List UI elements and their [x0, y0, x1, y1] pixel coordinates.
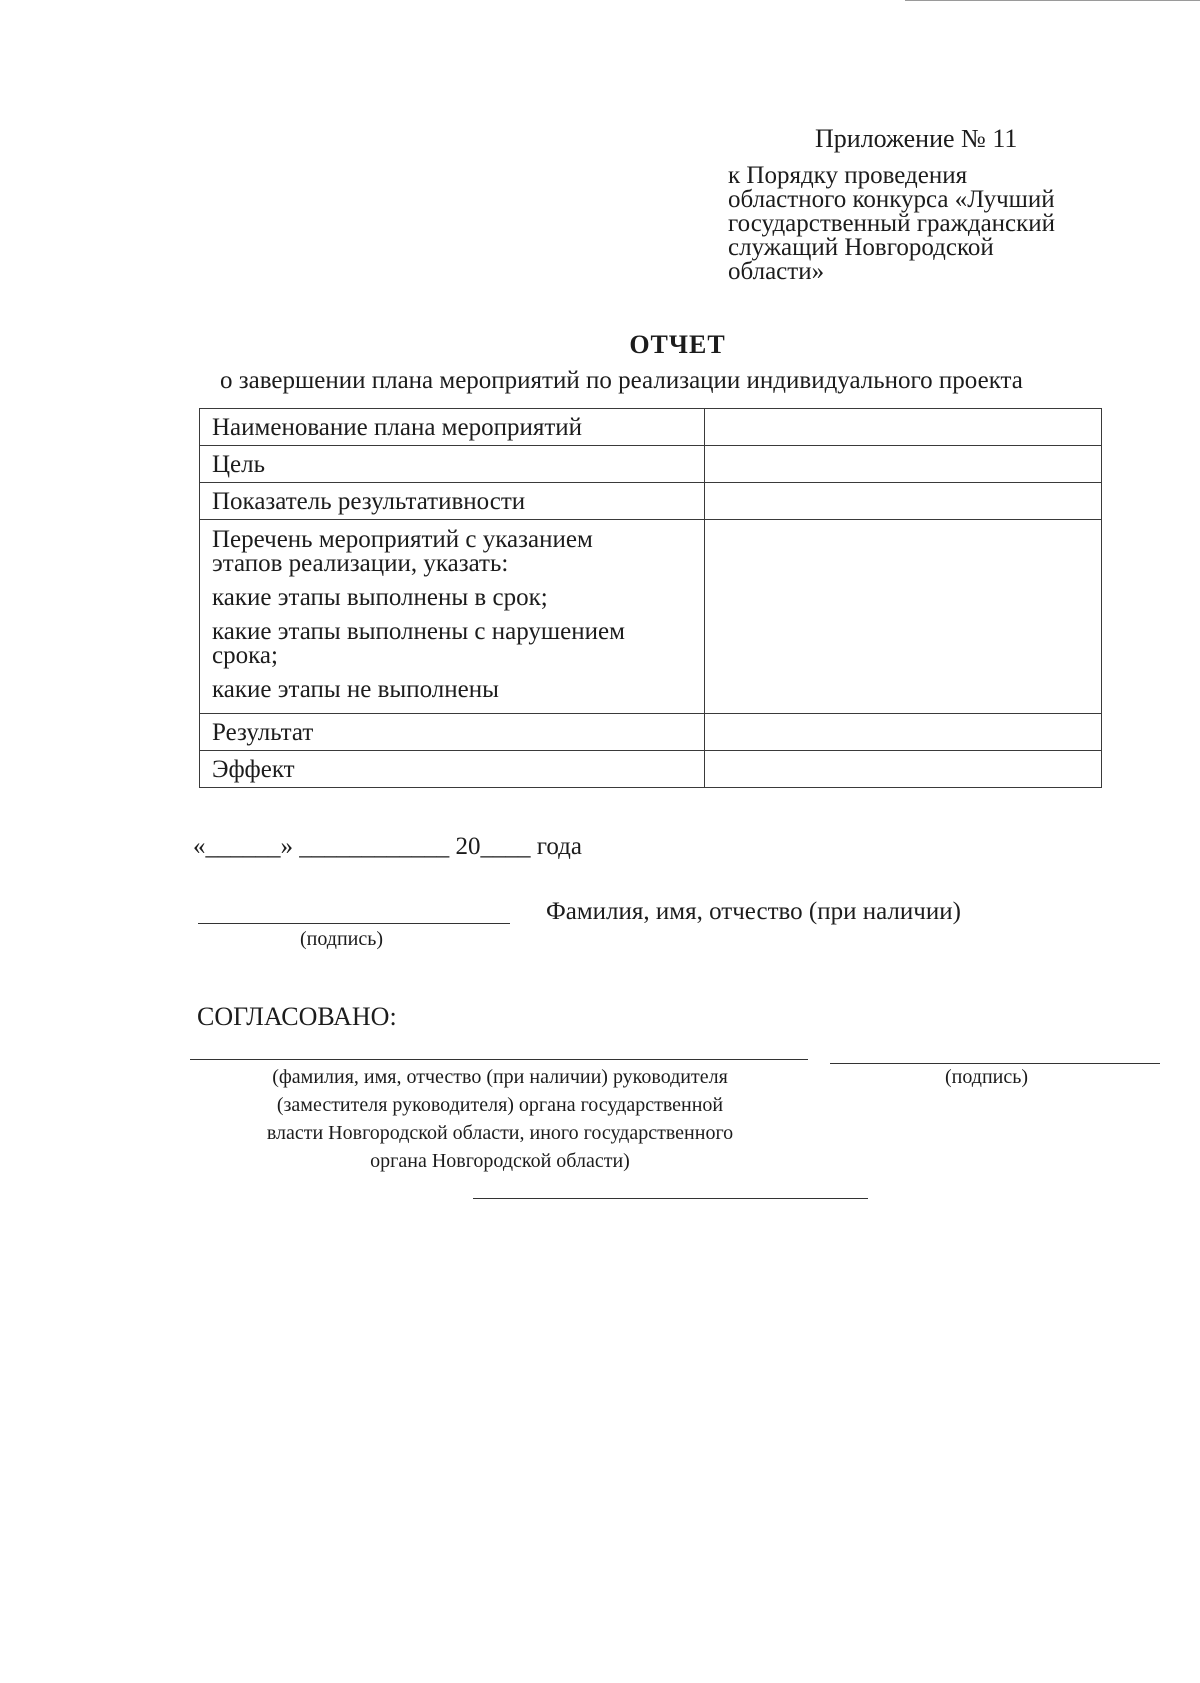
row-value-result[interactable]	[704, 714, 1101, 751]
activities-line: какие этапы выполнены в срок;	[212, 584, 548, 611]
appendix-reference-line: области»	[728, 258, 825, 285]
head-signature-caption: (подпись)	[945, 1066, 1029, 1088]
row-label-performance-indicator: Показатель результативности	[200, 483, 705, 520]
activities-line: этапов реализации, указать:	[212, 550, 509, 577]
report-table	[199, 408, 1102, 788]
row-label-result: Результат	[200, 714, 705, 751]
appendix-reference-line: областного конкурса «Лучший	[728, 186, 1055, 213]
activities-line: какие этапы выполнены с нарушением	[212, 618, 625, 645]
row-value-performance-indicator[interactable]	[704, 483, 1101, 520]
head-caption-line: (заместителя руководителя) органа государственной	[276, 1094, 724, 1116]
table-row	[200, 409, 1102, 446]
signature-caption: (подпись)	[300, 928, 384, 950]
signature-line[interactable]	[198, 923, 510, 924]
row-label-effect: Эффект	[200, 751, 705, 788]
appendix-title: Приложение № 11	[815, 124, 1018, 153]
report-title: ОТЧЕТ	[629, 330, 726, 359]
head-caption-line: органа Новгородской области)	[370, 1150, 630, 1172]
row-value-activities-list[interactable]	[704, 520, 1101, 714]
appendix-reference-line: служащий Новгородской	[728, 234, 994, 261]
row-value-goal[interactable]	[704, 446, 1101, 483]
row-label-activities-list	[200, 520, 705, 714]
table-row	[200, 714, 1102, 751]
table-row	[200, 483, 1102, 520]
table-row	[200, 520, 1102, 714]
report-subtitle: о завершении плана мероприятий по реализации индивидуального проекта	[220, 367, 1023, 394]
full-name-label: Фамилия, имя, отчество (при наличии)	[546, 898, 961, 925]
date-line[interactable]: «______» ____________ 20____ года	[193, 833, 582, 860]
head-caption-line: власти Новгородской области, иного государственного	[266, 1122, 734, 1144]
row-label-plan-name: Наименование плана мероприятий	[200, 409, 705, 446]
head-name-line[interactable]	[190, 1059, 808, 1060]
appendix-reference-line: государственный гражданский	[728, 210, 1056, 237]
head-name-caption	[205, 1063, 795, 1175]
row-label-goal: Цель	[200, 446, 705, 483]
activities-line: срока;	[212, 642, 278, 669]
appendix-reference	[728, 164, 1148, 284]
approval-heading: СОГЛАСОВАНО:	[197, 1002, 397, 1031]
row-value-effect[interactable]	[704, 751, 1101, 788]
row-value-plan-name[interactable]	[704, 409, 1101, 446]
appendix-reference-line: к Порядку проведения	[728, 162, 968, 189]
head-caption-line: (фамилия, имя, отчество (при наличии) руководителя	[272, 1066, 728, 1088]
table-row	[200, 751, 1102, 788]
bottom-line[interactable]	[473, 1198, 868, 1199]
activities-line: какие этапы не выполнены	[212, 676, 499, 703]
top-edge-rule	[905, 0, 1200, 1]
activities-line: Перечень мероприятий с указанием	[212, 526, 593, 553]
table-row	[200, 446, 1102, 483]
